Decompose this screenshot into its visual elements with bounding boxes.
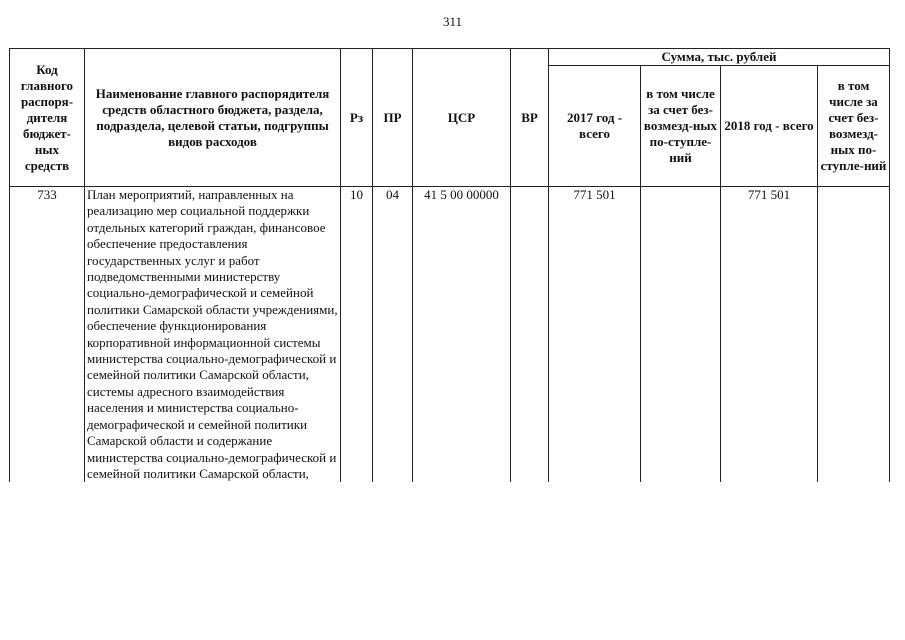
header-pr: ПР xyxy=(373,49,413,187)
cell-2017-total: 771 501 xyxy=(549,187,641,483)
header-2017-free: в том числе за счет без-возмезд-ных по-ступле-ний xyxy=(641,66,721,187)
header-vr: ВР xyxy=(511,49,549,187)
cell-2017-free xyxy=(641,187,721,483)
header-csr: ЦСР xyxy=(413,49,511,187)
header-2017-total: 2017 год - всего xyxy=(549,66,641,187)
cell-csr: 41 5 00 00000 xyxy=(413,187,511,483)
header-2018-free: в том числе за счет без-возмезд-ных по-ступле-ний xyxy=(818,66,890,187)
budget-table xyxy=(9,48,890,482)
cell-2018-free xyxy=(818,187,890,483)
cell-code: 733 xyxy=(10,187,85,483)
header-row xyxy=(10,49,890,66)
page-number: 311 xyxy=(442,14,463,29)
cell-name: План мероприятий, направленных на реализацию мер социальной поддержки отдельных категорий граждан, финансовое обеспечение предоставления государственных услуг и работ подведомственными министерству социально-демографической и семейной политики Самарской области учреждениями, обеспечение функционирования корпоративной информационной системы министерства социально-демографической и семейной политики Самарской области, системы адресного взаимодействия населения и министерства социально-демографической и семейной политики Самарской области и содержание министерства социально-демографической и семейной политики Самарской области, xyxy=(85,187,341,483)
header-name: Наименование главного распорядителя средств областного бюджета, раздела, подраздела, целевой статьи, подгруппы видов расходов xyxy=(85,49,341,187)
cell-rz: 10 xyxy=(341,187,373,483)
table-row xyxy=(10,187,890,483)
cell-2018-total: 771 501 xyxy=(721,187,818,483)
header-code: Код главного распоря-дителя бюджет-ных средств xyxy=(10,49,85,187)
header-2018-total: 2018 год - всего xyxy=(721,66,818,187)
header-rz: Рз xyxy=(341,49,373,187)
header-sum: Сумма, тыс. рублей xyxy=(549,49,890,66)
cell-pr: 04 xyxy=(373,187,413,483)
cell-vr xyxy=(511,187,549,483)
